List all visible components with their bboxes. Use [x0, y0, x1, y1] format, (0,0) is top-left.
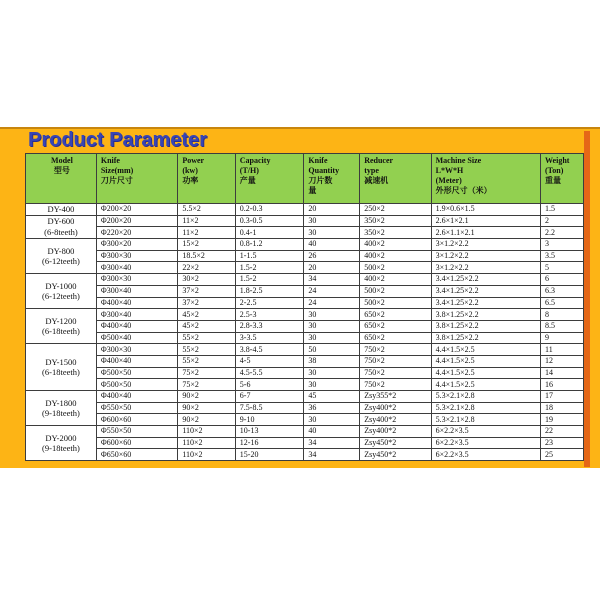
table-cell: 16 [540, 379, 583, 391]
table-cell: 3×1.2×2.2 [431, 239, 540, 251]
table-cell: 30 [304, 379, 360, 391]
table-cell: Φ200×20 [96, 215, 177, 227]
table-row [26, 355, 584, 367]
table-cell: 26 [304, 250, 360, 262]
table-cell: 250×2 [360, 204, 431, 216]
table-cell: 30 [304, 215, 360, 227]
column-header-model: Model 型号 [26, 154, 97, 204]
table-cell: 90×2 [178, 414, 235, 426]
table-cell: 22 [540, 426, 583, 438]
table-row [26, 204, 584, 216]
page-title: Product Parameter [28, 129, 207, 151]
table-cell: 6.3 [540, 285, 583, 297]
table-cell: Φ300×30 [96, 250, 177, 262]
table-cell: 55×2 [178, 344, 235, 356]
table-cell: 5.3×2.1×2.8 [431, 391, 540, 403]
table-cell: Φ600×60 [96, 414, 177, 426]
table-cell: 500×2 [360, 285, 431, 297]
table-header-row [26, 154, 584, 204]
table-cell: 350×2 [360, 227, 431, 239]
table-cell: 38 [304, 355, 360, 367]
table-cell: 3.4×1.25×2.2 [431, 274, 540, 286]
table-cell: 1.5 [540, 204, 583, 216]
column-header-capacity: Capacity (T/H) 产量 [235, 154, 304, 204]
table-cell: 3×1.2×2.2 [431, 250, 540, 262]
table-row [26, 437, 584, 449]
table-cell: Φ500×40 [96, 332, 177, 344]
table-cell: 5.3×2.1×2.8 [431, 402, 540, 414]
product-parameter-table [25, 153, 584, 461]
table-cell: 30 [304, 320, 360, 332]
table-cell: Φ300×30 [96, 344, 177, 356]
table-row [26, 227, 584, 239]
table-cell: 18 [540, 402, 583, 414]
table-row [26, 426, 584, 438]
column-header-knife-quantity: Knife Quantity 刀片数 量 [304, 154, 360, 204]
table-row [26, 402, 584, 414]
table-cell: 6×2.2×3.5 [431, 426, 540, 438]
table-row [26, 309, 584, 321]
column-header-power: Power (kw) 功率 [178, 154, 235, 204]
table-cell: 7.5-8.5 [235, 402, 304, 414]
table-cell: 2.5-3 [235, 309, 304, 321]
table-cell: 45 [304, 391, 360, 403]
table-cell: Φ400×40 [96, 355, 177, 367]
table-cell: 75×2 [178, 379, 235, 391]
table-cell: 20 [304, 204, 360, 216]
table-cell: 6×2.2×3.5 [431, 449, 540, 461]
table-row [26, 239, 584, 251]
table-cell: 4.5-5.5 [235, 367, 304, 379]
table-cell: 400×2 [360, 239, 431, 251]
table-cell: 45×2 [178, 309, 235, 321]
model-cell: DY-1200 (6-18teeth) [26, 309, 97, 344]
model-cell: DY-400 [26, 204, 97, 216]
table-cell: 34 [304, 274, 360, 286]
table-cell: 6-7 [235, 391, 304, 403]
table-cell: 40 [304, 239, 360, 251]
table-cell: Φ300×40 [96, 262, 177, 274]
table-cell: 22×2 [178, 262, 235, 274]
table-cell: Φ300×40 [96, 309, 177, 321]
table-row [26, 285, 584, 297]
table-cell: 6×2.2×3.5 [431, 437, 540, 449]
table-row [26, 274, 584, 286]
table-cell: 0.8-1.2 [235, 239, 304, 251]
table-cell: 55×2 [178, 355, 235, 367]
table-cell: Φ500×50 [96, 367, 177, 379]
table-row [26, 215, 584, 227]
table-cell: Φ400×40 [96, 320, 177, 332]
table-row [26, 332, 584, 344]
table-row [26, 320, 584, 332]
table-cell: 90×2 [178, 402, 235, 414]
table-cell: 3.8-4.5 [235, 344, 304, 356]
table-cell: 0.2-0.3 [235, 204, 304, 216]
table-cell: 5 [540, 262, 583, 274]
table-cell: 12-16 [235, 437, 304, 449]
model-cell: DY-2000 (9-18teeth) [26, 426, 97, 461]
table-cell: 3×1.2×2.2 [431, 262, 540, 274]
table-cell: 8 [540, 309, 583, 321]
table-cell: 2.2 [540, 227, 583, 239]
table-row [26, 250, 584, 262]
table-cell: 25 [540, 449, 583, 461]
table-row [26, 262, 584, 274]
model-cell: DY-1000 (6-12teeth) [26, 274, 97, 309]
table-cell: 0.4-1 [235, 227, 304, 239]
table-cell: 55×2 [178, 332, 235, 344]
table-cell: 750×2 [360, 344, 431, 356]
table-cell: 15×2 [178, 239, 235, 251]
table-cell: 36 [304, 402, 360, 414]
table-cell: 2.8-3.3 [235, 320, 304, 332]
table-cell: 90×2 [178, 391, 235, 403]
table-cell: 4.4×1.5×2.5 [431, 355, 540, 367]
table-cell: 11 [540, 344, 583, 356]
table-cell: 30 [304, 414, 360, 426]
table-cell: 17 [540, 391, 583, 403]
table-cell: Φ220×20 [96, 227, 177, 239]
table-cell: 4-5 [235, 355, 304, 367]
table-cell: Φ300×30 [96, 274, 177, 286]
table-cell: 3 [540, 239, 583, 251]
table-cell: 11×2 [178, 227, 235, 239]
table-cell: 4.4×1.5×2.5 [431, 367, 540, 379]
table-cell: 3.8×1.25×2.2 [431, 332, 540, 344]
table-cell: 9-10 [235, 414, 304, 426]
table-cell: 34 [304, 437, 360, 449]
table-cell: 20 [304, 262, 360, 274]
table-cell: 11×2 [178, 215, 235, 227]
table-cell: 4.4×1.5×2.5 [431, 344, 540, 356]
table-cell: Φ400×40 [96, 391, 177, 403]
table-cell: Φ500×50 [96, 379, 177, 391]
model-cell: DY-800 (6-12teeth) [26, 239, 97, 274]
model-cell: DY-600 (6-8teeth) [26, 215, 97, 238]
table-cell: 45×2 [178, 320, 235, 332]
table-cell: 2.6×1.1×2.1 [431, 227, 540, 239]
table-cell: 50 [304, 344, 360, 356]
table-cell: 110×2 [178, 437, 235, 449]
table-cell: 500×2 [360, 262, 431, 274]
table-cell: 9 [540, 332, 583, 344]
table-cell: 4.4×1.5×2.5 [431, 379, 540, 391]
table-cell: 15-20 [235, 449, 304, 461]
table-cell: Zsy400*2 [360, 414, 431, 426]
table-cell: 3.5 [540, 250, 583, 262]
table-cell: 18.5×2 [178, 250, 235, 262]
table-cell: Zsy450*2 [360, 449, 431, 461]
table-cell: 10-13 [235, 426, 304, 438]
table-cell: Φ650×60 [96, 449, 177, 461]
table-cell: 24 [304, 285, 360, 297]
table-cell: 0.3-0.5 [235, 215, 304, 227]
table-cell: Zsy355*2 [360, 391, 431, 403]
table-cell: Φ200×20 [96, 204, 177, 216]
table-cell: 23 [540, 437, 583, 449]
table-cell: 400×2 [360, 250, 431, 262]
column-header-reducer-type: Reducer type 减速机 [360, 154, 431, 204]
table-cell: Φ550×50 [96, 426, 177, 438]
table-cell: 110×2 [178, 449, 235, 461]
table-cell: 350×2 [360, 215, 431, 227]
table-cell: 650×2 [360, 332, 431, 344]
table-row [26, 344, 584, 356]
model-cell: DY-1500 (6-18teeth) [26, 344, 97, 391]
table-cell: 37×2 [178, 297, 235, 309]
table-cell: 1.8-2.5 [235, 285, 304, 297]
table-cell: Φ600×60 [96, 437, 177, 449]
table-cell: 14 [540, 367, 583, 379]
table-row [26, 391, 584, 403]
table-row [26, 449, 584, 461]
table-cell: 30 [304, 332, 360, 344]
model-cell: DY-1800 (9-18teeth) [26, 391, 97, 426]
column-header-weight: Weight (Ton) 重量 [540, 154, 583, 204]
table-cell: 2 [540, 215, 583, 227]
table-cell: 6.5 [540, 297, 583, 309]
table-cell: 19 [540, 414, 583, 426]
table-cell: 110×2 [178, 426, 235, 438]
table-cell: 650×2 [360, 309, 431, 321]
table-cell: 34 [304, 449, 360, 461]
table-cell: 40 [304, 426, 360, 438]
table-row [26, 367, 584, 379]
table-cell: 30 [304, 309, 360, 321]
table-cell: Zsy400*2 [360, 426, 431, 438]
table-cell: Φ400×40 [96, 297, 177, 309]
table-cell: 5-6 [235, 379, 304, 391]
table-cell: 75×2 [178, 367, 235, 379]
table-cell: Φ550×50 [96, 402, 177, 414]
table-row [26, 414, 584, 426]
table-cell: 37×2 [178, 285, 235, 297]
table-cell: 650×2 [360, 320, 431, 332]
table-cell: 500×2 [360, 297, 431, 309]
table-cell: 750×2 [360, 355, 431, 367]
table-cell: 24 [304, 297, 360, 309]
table-cell: 3.8×1.25×2.2 [431, 320, 540, 332]
table-cell: 750×2 [360, 379, 431, 391]
table-cell: 3.4×1.25×2.2 [431, 297, 540, 309]
table-cell: 30 [304, 227, 360, 239]
table-cell: 3.8×1.25×2.2 [431, 309, 540, 321]
table-cell: Φ300×40 [96, 285, 177, 297]
right-accent-strip [584, 131, 590, 467]
table-cell: 3.4×1.25×2.2 [431, 285, 540, 297]
table-cell: Zsy400*2 [360, 402, 431, 414]
table-cell: 6 [540, 274, 583, 286]
table-row [26, 379, 584, 391]
table-cell: 400×2 [360, 274, 431, 286]
table-cell: 2-2.5 [235, 297, 304, 309]
column-header-knife-size: Knife Size(mm) 刀片尺寸 [96, 154, 177, 204]
table-cell: 750×2 [360, 367, 431, 379]
table-cell: 12 [540, 355, 583, 367]
table-cell: 8.5 [540, 320, 583, 332]
table-cell: Φ300×20 [96, 239, 177, 251]
table-cell: 5.3×2.1×2.8 [431, 414, 540, 426]
table-cell: 3-3.5 [235, 332, 304, 344]
table-cell: 1.9×0.6×1.5 [431, 204, 540, 216]
column-header-machine-size: Machine Size L*W*H (Meter) 外形尺寸（米） [431, 154, 540, 204]
table-cell: 1.5-2 [235, 262, 304, 274]
table-cell: 1.5-2 [235, 274, 304, 286]
table-cell: 5.5×2 [178, 204, 235, 216]
table-cell: 30×2 [178, 274, 235, 286]
table-cell: 1-1.5 [235, 250, 304, 262]
table-cell: Zsy450*2 [360, 437, 431, 449]
table-cell: 30 [304, 367, 360, 379]
table-cell: 2.6×1×2.1 [431, 215, 540, 227]
table-row [26, 297, 584, 309]
